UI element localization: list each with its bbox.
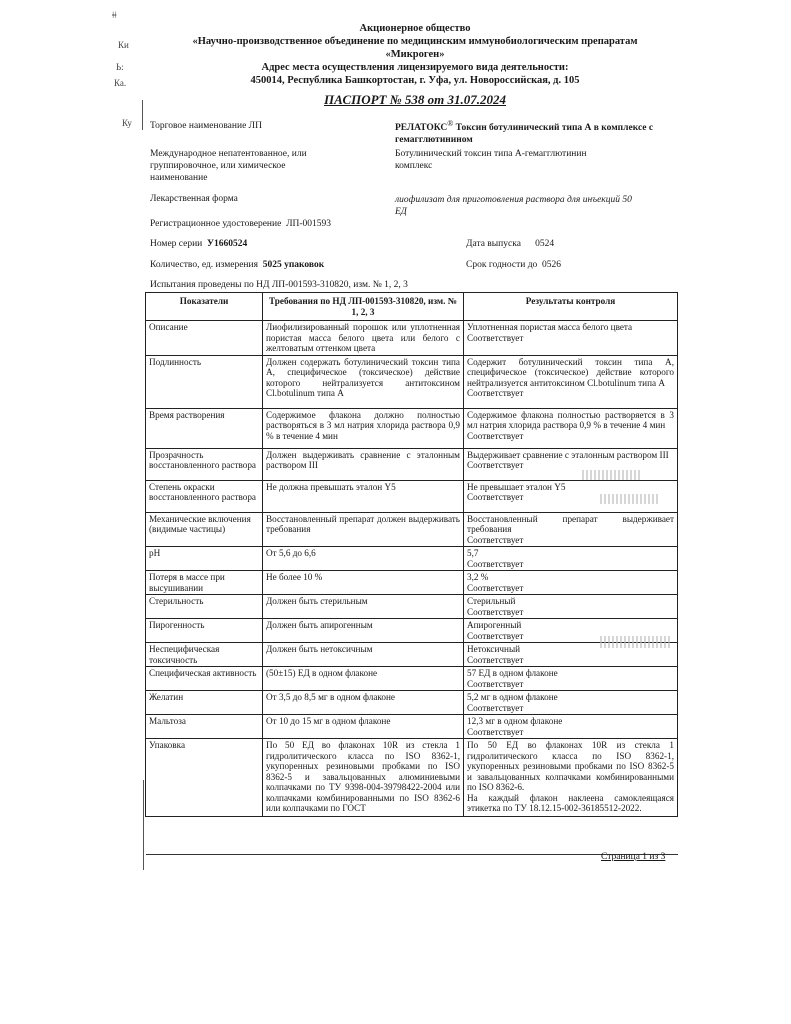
reg-certificate-label <box>150 218 331 230</box>
table-row <box>146 321 678 356</box>
indicator-cell: Степень окраски восстановленного раствора <box>146 480 263 512</box>
header-line-3: «Микроген» <box>385 49 445 60</box>
table-row <box>146 739 678 817</box>
result-cell: 57 ЕД в одном флаконе Соответствует <box>464 667 678 691</box>
table-row <box>146 408 678 448</box>
trade-name-rest: Токсин ботулинический типа А в комплексе с гемагглютинином <box>395 123 654 146</box>
result-cell: 12,3 мг в одном флаконе Соответствует <box>464 715 678 739</box>
expiry-value: 0526 <box>542 260 562 270</box>
quality-control-table <box>145 292 678 817</box>
requirement-cell: Должен быть нетоксичным <box>263 643 464 667</box>
result-cell: Содержит ботулинический токсин типа А, специфическое (токсическое) действие которого нейтрализуется антитоксином Cl.botulinum типа А Соответствует <box>464 355 678 408</box>
registered-mark: ® <box>447 119 454 128</box>
result-cell: 5,7 Соответствует <box>464 547 678 571</box>
result-cell: Стерильный Соответствует <box>464 595 678 619</box>
requirement-cell: От 5,6 до 6,6 <box>263 547 464 571</box>
margin-mark: ǂǂ <box>112 10 117 20</box>
quantity <box>150 259 324 271</box>
margin-mark: Ка. <box>114 78 127 88</box>
table-row <box>146 643 678 667</box>
reg-label-text: Регистрационное удостоверение <box>150 219 282 229</box>
issue-value: 0524 <box>535 239 555 249</box>
margin-mark: Ку <box>122 118 132 128</box>
dosage-form-value: лиофилизат для приготовления раствора для инъекций 50 ЕД <box>395 195 632 217</box>
indicator-cell: Прозрачность восстановленного раствора <box>146 448 263 480</box>
result-cell: Уплотненная пористая масса белого цвета Соответствует <box>464 321 678 356</box>
dosage-form-label: Лекарственная форма <box>150 194 238 204</box>
indicator-cell: Стерильность <box>146 595 263 619</box>
stamp-artifact <box>582 470 642 480</box>
col-header-requirements: Требования по НД ЛП-001593-310820, изм. № 1, 2, 3 <box>263 293 464 321</box>
stamp-artifact <box>600 636 670 648</box>
result-cell: Восстановленный препарат выдерживает требования Соответствует <box>464 512 678 547</box>
table-row <box>146 691 678 715</box>
trade-name-bold: РЕЛАТОКС <box>395 123 448 134</box>
table-row <box>146 571 678 595</box>
table-row <box>146 667 678 691</box>
indicator-cell: Упаковка <box>146 739 263 817</box>
result-cell: 5,2 мг в одном флаконе Соответствует <box>464 691 678 715</box>
issue-date <box>466 238 554 250</box>
table-row <box>146 480 678 512</box>
margin-mark: Ки <box>118 40 129 50</box>
indicator-cell: pH <box>146 547 263 571</box>
margin-mark: Ь: <box>116 62 124 72</box>
table-row <box>146 512 678 547</box>
inn-value: Ботулинический токсин типа А-гемагглютинин комплекс <box>395 149 587 171</box>
table-header-row <box>146 293 678 321</box>
inn-label: Международное непатентованное, или группировочное, или химическое наименование <box>150 149 307 183</box>
indicator-cell: Желатин <box>146 691 263 715</box>
table-row <box>146 547 678 571</box>
series-number <box>150 238 247 250</box>
page-bottom-line <box>146 854 678 855</box>
col-header-results: Результаты контроля <box>464 293 678 321</box>
requirement-cell: По 50 ЕД во флаконах 10R из стекла 1 гидролитического класса по ISO 8362-1, укупоренных резиновыми пробками по ISO 8362-5 и завальцованных алюминиевыми колпачками по ТУ 9398-004-39798422-2004 или колпачками комбинированными по ISO 8362-6 или колпачками по ГОСТ <box>263 739 464 817</box>
requirement-cell: Не должна превышать эталон Y5 <box>263 480 464 512</box>
header-line-2: «Научно-производственное объединение по медицинским иммунобиологическим препаратам <box>192 36 638 47</box>
indicator-cell: Механические включения (видимые частицы) <box>146 512 263 547</box>
result-cell: Не превышает эталон Y5 Соответствует <box>464 480 678 512</box>
requirement-cell: Содержимое флакона должно полностью растворяться в 3 мл натрия хлорида раствора 0,9 % в течение 4 мин <box>263 408 464 448</box>
requirement-cell: Должен выдерживать сравнение с эталонным раствором III <box>263 448 464 480</box>
requirement-cell: Должен быть апирогенным <box>263 619 464 643</box>
document-title: ПАСПОРТ № 538 от 31.07.2024 <box>323 92 507 107</box>
scan-artifact <box>143 780 144 870</box>
indicator-cell: Специфическая активность <box>146 667 263 691</box>
table-row <box>146 595 678 619</box>
indicator-cell: Время растворения <box>146 408 263 448</box>
requirement-cell: Лиофилизированный порошок или уплотненная пористая масса белого цвета или белого с желтоватым оттенком цвета <box>263 321 464 356</box>
organization-header <box>120 22 710 87</box>
requirement-cell: От 3,5 до 8,5 мг в одном флаконе <box>263 691 464 715</box>
tests-performed-line: Испытания проведены по НД ЛП-001593-310820, изм. № 1, 2, 3 <box>150 280 408 290</box>
table-row <box>146 619 678 643</box>
page-number: Страница 1 из 3 <box>601 852 666 862</box>
result-cell: Содержимое флакона полностью растворяется в 3 мл натрия хлорида раствора 0,9 % в течение 4 мин Соответствует <box>464 408 678 448</box>
result-cell: Апирогенный Соответствует <box>464 619 678 643</box>
header-line-1: Акционерное общество <box>359 23 471 34</box>
requirement-cell: Не более 10 % <box>263 571 464 595</box>
trade-name-label: Торговое наименование ЛП <box>150 121 262 131</box>
qty-value: 5025 упаковок <box>262 260 325 270</box>
expiry-date <box>466 259 561 271</box>
indicator-cell: Потеря в массе при высушивании <box>146 571 263 595</box>
series-value: У1660524 <box>207 239 248 249</box>
col-header-indicators: Показатели <box>146 293 263 321</box>
header-line-5: 450014, Республика Башкортостан, г. Уфа, ул. Новороссийская, д. 105 <box>250 75 580 86</box>
trade-name-value <box>395 118 665 146</box>
requirement-cell: Восстановленный препарат должен выдерживать требования <box>263 512 464 547</box>
result-cell: По 50 ЕД во флаконах 10R из стекла 1 гидролитического класса по ISO 8362-1, укупоренных резиновыми пробками по ISO 8362-5 и завальцованных колпачками комбинированными по ISO 8362-6. На каждый флакон наклеена самоклеящаяся этикетка по ТУ 18.12.15-002-36185512-2022. <box>464 739 678 817</box>
requirement-cell: (50±15) ЕД в одном флаконе <box>263 667 464 691</box>
series-label: Номер серии <box>150 239 203 249</box>
indicator-cell: Мальтоза <box>146 715 263 739</box>
requirement-cell: Должен содержать ботулинический токсин типа А, специфическое (токсическое) действие которого нейтрализуется антитоксином Cl.botulinum типа А <box>263 355 464 408</box>
result-cell: Выдерживает сравнение с эталонным раствором III Соответствует <box>464 448 678 480</box>
stamp-artifact <box>600 494 660 504</box>
expiry-label: Срок годности до <box>466 260 538 270</box>
table-row <box>146 715 678 739</box>
qty-label: Количество, ед. измерения <box>150 260 258 270</box>
issue-label: Дата выпуска <box>466 239 521 249</box>
result-cell: 3,2 % Соответствует <box>464 571 678 595</box>
table-row <box>146 355 678 408</box>
header-line-4: Адрес места осуществления лицензируемого вида деятельности: <box>261 62 569 73</box>
result-cell: Нетоксичный Соответствует <box>464 643 678 667</box>
requirement-cell: От 10 до 15 мг в одном флаконе <box>263 715 464 739</box>
reg-value: ЛП-001593 <box>286 219 332 229</box>
indicator-cell: Подлинность <box>146 355 263 408</box>
indicator-cell: Описание <box>146 321 263 356</box>
indicator-cell: Неспецифическая токсичность <box>146 643 263 667</box>
requirement-cell: Должен быть стерильным <box>263 595 464 619</box>
indicator-cell: Пирогенность <box>146 619 263 643</box>
